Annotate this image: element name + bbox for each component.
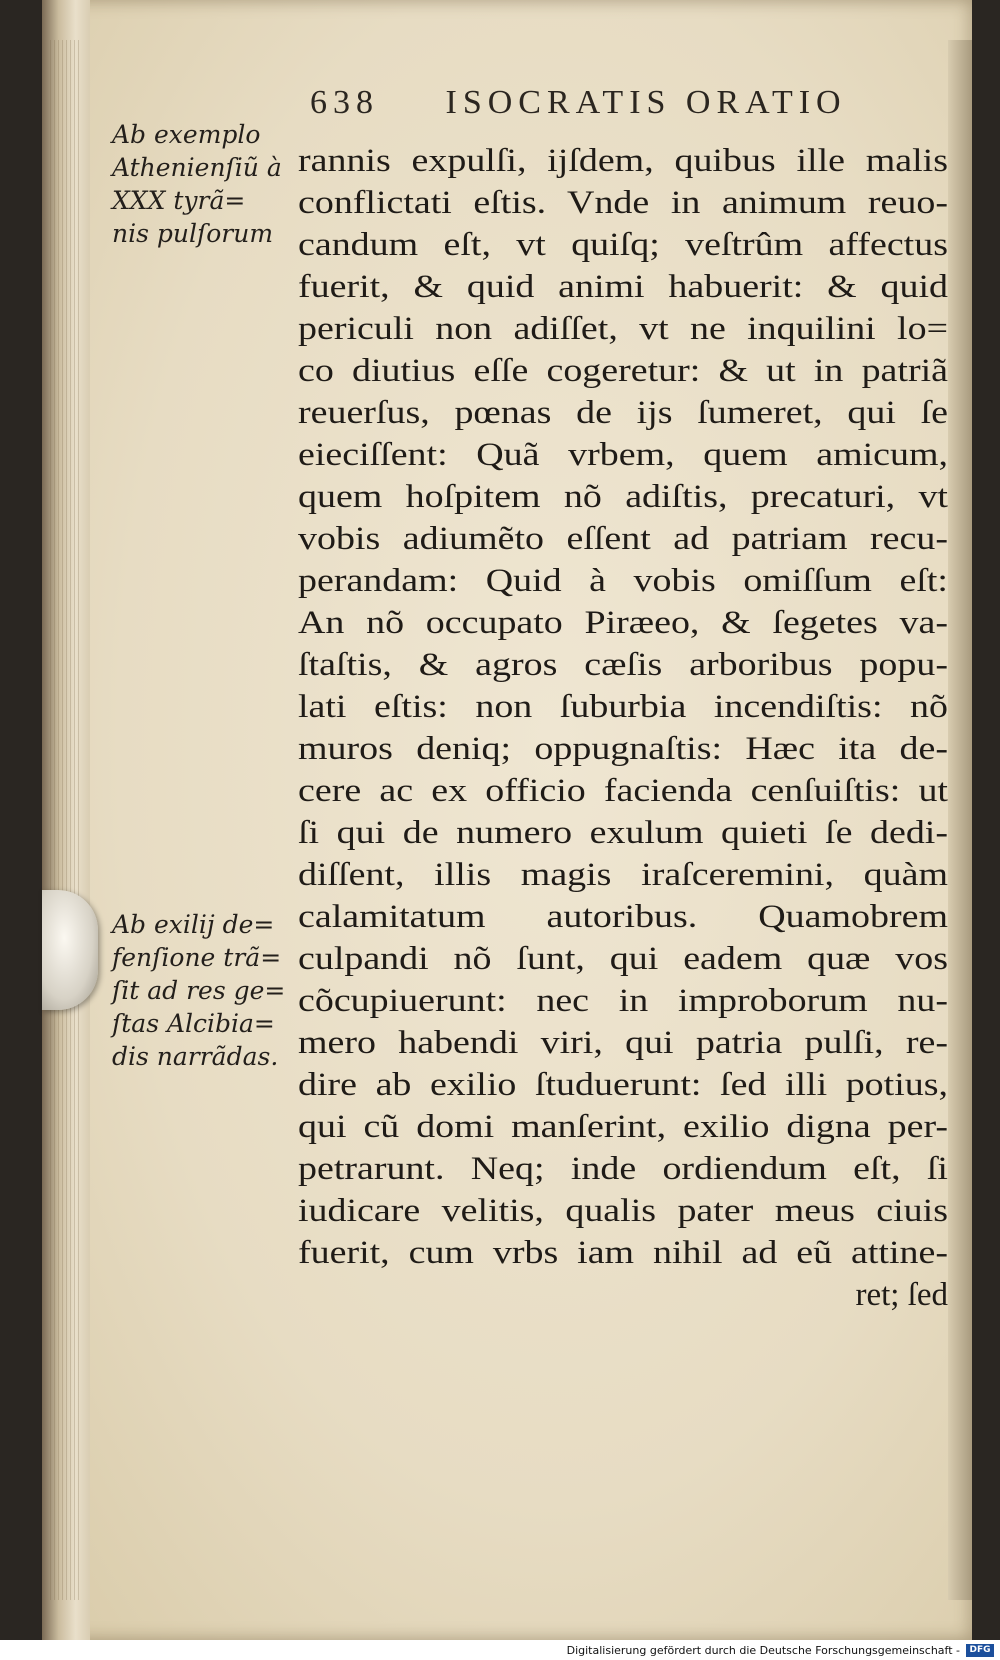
text-line: periculi non adiſſet, vt ne inquilini lo= — [298, 311, 948, 347]
text-line: iudicare velitis, qualis pater meus ciuis — [298, 1193, 948, 1229]
text-line: qui cũ domi manſerint, exilio digna per- — [298, 1109, 948, 1145]
text-line: cõcupiuerunt: nec in improborum nu- — [298, 983, 948, 1019]
page-edges — [50, 40, 80, 1600]
body-text — [298, 140, 958, 1316]
footer-credit: Digitalisierung gefördert durch die Deutsche Forschungsgemeinschaft - — [566, 1644, 960, 1657]
margin-note-line: ſit ad res ge= — [112, 976, 286, 1005]
text-line: quem hoſpitem nõ adiſtis, precaturi, vt — [298, 479, 948, 515]
margin-note-line: Athenienſiũ à — [112, 153, 282, 182]
page-number: 638 — [310, 84, 379, 121]
text-line: eieciſſent: Quã vrbem, quem amicum, — [298, 437, 948, 473]
margin-note-line: Ab exemplo — [112, 120, 261, 149]
book-spine — [42, 0, 90, 1640]
running-header — [310, 84, 910, 122]
text-line: conflictati eſtis. Vnde in animum reuo- — [298, 185, 948, 221]
text-line: reuerſus, pœnas de ijs ſumeret, qui ſe — [298, 395, 948, 431]
footer-bar — [0, 1640, 1000, 1660]
text-line: vobis adiumẽto eſſent ad patriam recu- — [298, 521, 948, 557]
running-title: ISOCRATIS ORATIO — [445, 84, 847, 121]
text-line: ſtaſtis, & agros cæſis arboribus popu- — [298, 647, 948, 683]
text-line: diſſent, illis magis iraſceremini, quàm — [298, 857, 948, 893]
text-line: rannis expulſi, ijſdem, quibus ille malis — [298, 143, 948, 179]
text-line: mero habendi viri, qui patria pulſi, re- — [298, 1025, 948, 1061]
text-line: muros deniq; oppugnaſtis: Hæc ita de- — [298, 731, 948, 767]
text-line: dire ab exilio ſtuduerunt: ſed illi potius, — [298, 1067, 948, 1103]
margin-note — [112, 118, 297, 250]
text-line: perandam: Quid à vobis omiſſum eſt: — [298, 563, 948, 599]
text-line: An nõ occupato Piræeo, & ſegetes va- — [298, 605, 948, 641]
text-line: cere ac ex officio facienda cenſuiſtis: ut — [298, 773, 948, 809]
text-line: fuerit, cum vrbs iam nihil ad eũ attine- — [298, 1235, 948, 1271]
margin-note-line: ſtas Alcibia= — [112, 1009, 275, 1038]
text-line: co diutius eſſe cogeretur: & ut in patriã — [298, 353, 948, 389]
text-line: lati eſtis: non ſuburbia incendiſtis: nõ — [298, 689, 948, 725]
margin-note — [112, 908, 297, 1073]
text-line: fuerit, & quid animi habuerit: & quid — [298, 269, 948, 305]
text-line: candum eſt, vt quiſq; veſtrûm affectus — [298, 227, 948, 263]
dfg-logo-icon: DFG — [966, 1644, 994, 1657]
text-line: calamitatum autoribus. Quamobrem — [298, 899, 948, 935]
margin-note-line: fenſione trã= — [112, 943, 282, 972]
catchword: ret; ſed — [855, 1277, 948, 1313]
margin-note-line: nis pulſorum — [112, 219, 274, 248]
margin-note-line: XXX tyrã= — [112, 186, 246, 215]
margin-note-line: Ab exilij de= — [112, 910, 275, 939]
text-line: culpandi nõ ſunt, qui eadem quæ vos — [298, 941, 948, 977]
text-line: petrarunt. Neq; inde ordiendum eſt, ſi — [298, 1151, 948, 1187]
book-clasp — [42, 890, 98, 1010]
margin-note-line: dis narrãdas. — [112, 1042, 279, 1071]
text-line: ſi qui de numero exulum quieti ſe dedi- — [298, 815, 948, 851]
